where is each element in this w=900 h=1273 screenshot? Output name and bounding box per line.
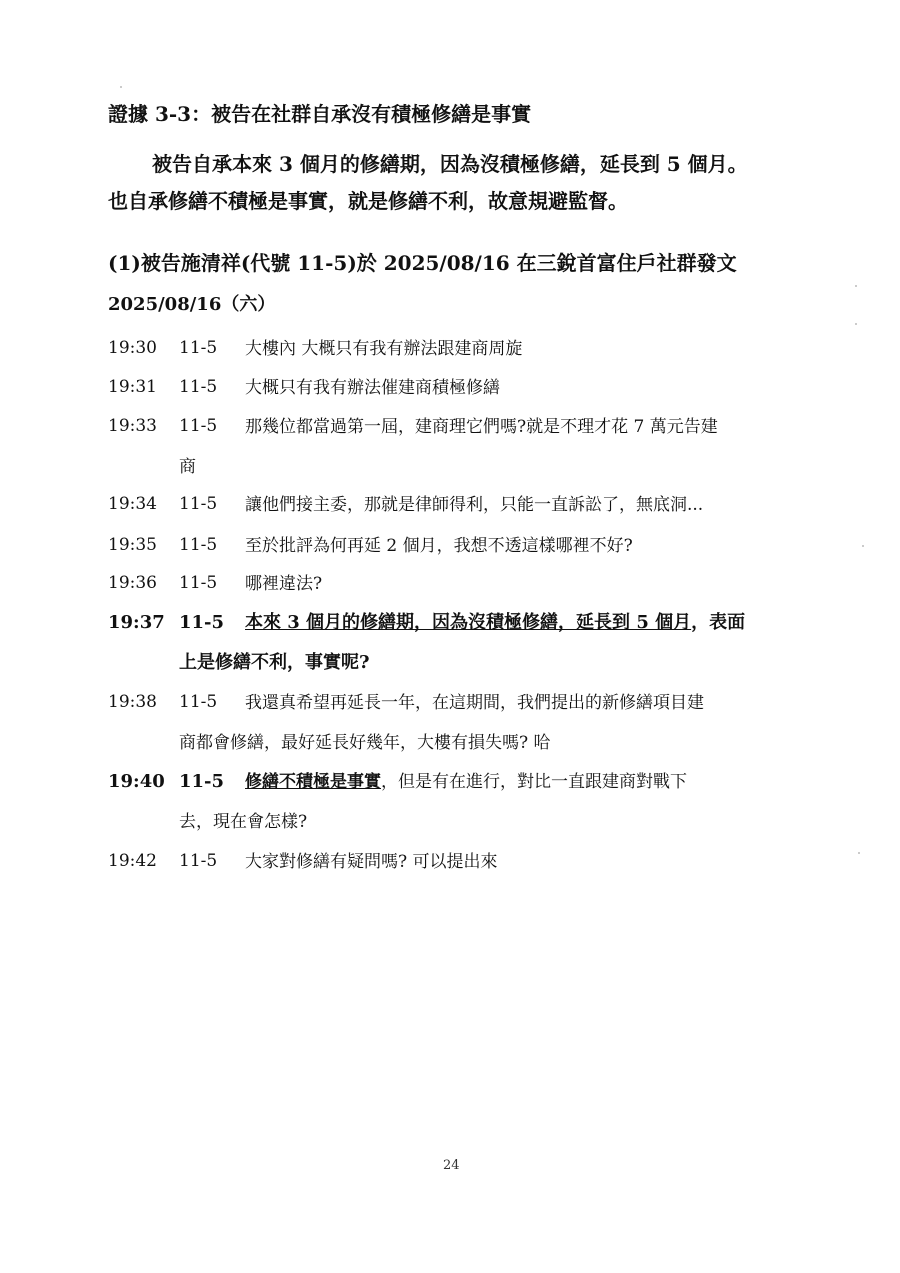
chat-message	[108, 573, 828, 604]
message-time: 19:38	[108, 692, 157, 712]
post-subheading: (1)被告施清祥(代號 11-5)於 2025/08/16 在三銳首富住戶社群發文	[108, 251, 737, 275]
evidence-heading: 證據 3-3：被告在社群自承沒有積極修繕是事實	[108, 102, 532, 126]
message-text: 那幾位都當過第一屆，建商理它們嗎?就是不理才花 7 萬元告建	[245, 417, 718, 437]
scan-speck	[862, 545, 864, 547]
post-date: 2025/08/16（六）	[108, 294, 276, 315]
message-text: 讓他們接主委，那就是律師得利，只能一直訴訟了，無底洞...	[245, 495, 704, 515]
message-sender-code: 11-5	[179, 535, 218, 555]
chat-message	[108, 692, 828, 763]
page-number: 24	[443, 1158, 460, 1173]
message-sender-code: 11-5	[179, 377, 218, 397]
message-sender-code: 11-5	[179, 612, 225, 633]
message-text: 哪裡違法?	[245, 574, 323, 594]
message-time: 19:30	[108, 338, 157, 358]
chat-message	[108, 494, 828, 525]
message-text: 大概只有我有辦法催建商積極修繕	[245, 378, 500, 398]
chat-message	[108, 416, 828, 487]
scan-speck	[858, 852, 860, 854]
message-text-continued: 商都會修繕，最好延長好幾年，大樓有損失嗎? 哈	[179, 733, 551, 753]
message-time: 19:33	[108, 416, 157, 436]
message-text: 大樓內 大概只有我有辦法跟建商周旋	[245, 339, 523, 359]
message-time: 19:40	[108, 771, 165, 792]
intro-line-1: 被告自承本來 3 個月的修繕期，因為沒積極修繕，延長到 5 個月。	[152, 152, 748, 176]
message-sender-code: 11-5	[179, 573, 218, 593]
chat-message-highlighted	[108, 612, 828, 683]
message-text: 大家對修繕有疑問嗎? 可以提出來	[245, 852, 498, 872]
message-time: 19:31	[108, 377, 157, 397]
message-sender-code: 11-5	[179, 771, 225, 792]
chat-message	[108, 851, 828, 882]
message-sender-code: 11-5	[179, 494, 218, 514]
message-text-continued: 商	[179, 457, 196, 477]
message-time: 19:35	[108, 535, 157, 555]
message-sender-code: 11-5	[179, 338, 218, 358]
chat-message	[108, 535, 828, 566]
scan-speck	[855, 285, 857, 287]
message-text: 我還真希望再延長一年，在這期間，我們提出的新修繕項目建	[245, 693, 704, 713]
chat-message	[108, 338, 828, 369]
message-time: 19:36	[108, 573, 157, 593]
message-text: 至於批評為何再延 2 個月，我想不透這樣哪裡不好?	[245, 536, 633, 556]
intro-line-2: 也自承修繕不積極是事實，就是修繕不利，故意規避監督。	[108, 189, 628, 213]
message-time: 19:42	[108, 851, 157, 871]
chat-message-highlighted	[108, 771, 828, 842]
message-time: 19:37	[108, 612, 165, 633]
message-underlined-text: 修繕不積極是事實	[245, 772, 381, 792]
message-time: 19:34	[108, 494, 157, 514]
message-text-continued: 去，現在會怎樣?	[179, 812, 308, 832]
message-underlined-text: 本來 3 個月的修繕期，因為沒積極修繕，延長到 5 個月	[245, 612, 692, 633]
message-sender-code: 11-5	[179, 416, 218, 436]
intro-paragraph	[108, 146, 838, 220]
chat-message	[108, 377, 828, 408]
scan-speck	[855, 323, 857, 325]
message-sender-code: 11-5	[179, 692, 218, 712]
message-text: ，但是有在進行，對比一直跟建商對戰下	[381, 772, 687, 792]
message-text-continued: 上是修繕不利，事實呢?	[179, 652, 370, 673]
message-text: ，表面	[691, 612, 746, 633]
message-sender-code: 11-5	[179, 851, 218, 871]
scan-speck	[120, 86, 122, 88]
